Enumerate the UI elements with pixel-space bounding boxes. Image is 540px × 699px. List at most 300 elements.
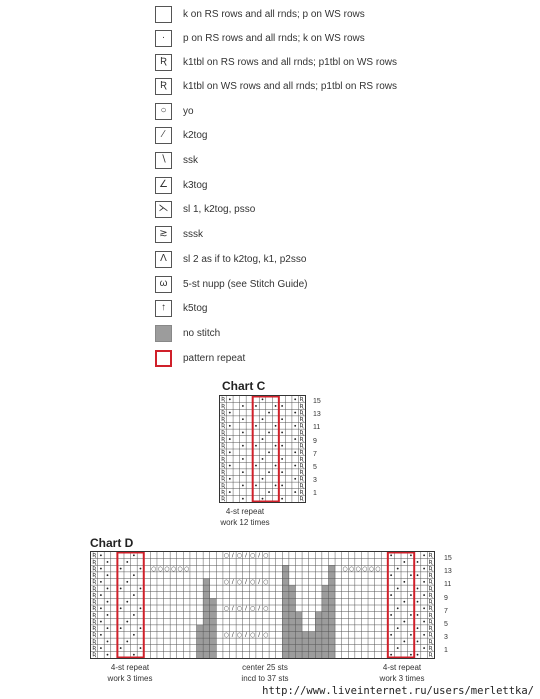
stitch-symbol: Ʀ [299, 402, 304, 410]
purl-dot [229, 451, 231, 453]
k3tog-icon: ∠ [155, 177, 172, 194]
purl-dot [403, 641, 405, 643]
purl-dot [268, 412, 270, 414]
stitch-symbol: ∕ [244, 631, 248, 639]
stitch-symbol: Ʀ [92, 605, 97, 613]
key-row-k3tog [155, 175, 207, 195]
purl-dot [229, 478, 231, 480]
stitch-symbol: Ʀ [221, 462, 226, 470]
purl-dot [417, 588, 419, 590]
purl-dot [403, 581, 405, 583]
purl-dot [242, 445, 244, 447]
no-stitch-cell [295, 612, 302, 658]
chart-d-caption-left-line2: work 3 times [107, 674, 153, 683]
k5tog-icon: ↑ [155, 300, 172, 317]
chart-d-caption-left [100, 662, 160, 684]
stitch-symbol: Ʀ [299, 462, 304, 470]
purl-dot [133, 594, 135, 596]
stitch-symbol: ○ [342, 565, 348, 573]
stitch-symbol: Ʀ [92, 598, 97, 606]
stitch-symbol: ○ [263, 552, 269, 560]
yo-icon: ○ [155, 103, 172, 120]
chart-d-caption-right [372, 662, 432, 684]
stitch-symbol: Ʀ [221, 435, 226, 443]
chart-d-symbols [91, 552, 434, 658]
stitch-symbol: Ʀ [428, 565, 433, 573]
key-label: k3tog [183, 179, 208, 191]
purl-dot [133, 554, 135, 556]
purl-dot [120, 647, 122, 649]
stitch-symbol: Ʀ [92, 651, 97, 658]
purl-dot [294, 478, 296, 480]
key-row-k2tog [155, 125, 207, 145]
watermark-url: http://www.liveinternet.ru/users/merlettka/ [262, 685, 534, 697]
row-number: 1 [444, 647, 448, 655]
row-number: 3 [444, 634, 448, 642]
purl-dot [417, 601, 419, 603]
purl-dot [262, 458, 264, 460]
chart-c-caption-line1: 4-st repeat [225, 507, 265, 516]
purl-dot [107, 588, 109, 590]
no-stitch-cell [315, 612, 322, 658]
stitch-symbol: ∕ [244, 605, 248, 613]
purl-dot [294, 451, 296, 453]
stitch-symbol: Ʀ [92, 644, 97, 652]
stitch-symbol: Ʀ [221, 469, 226, 476]
purl-dot [120, 607, 122, 609]
purl-dot [262, 438, 264, 440]
row-number: 7 [444, 607, 448, 615]
purl-dot [390, 634, 392, 636]
stitch-symbol: Ʀ [92, 631, 97, 639]
chart-c-row-numbers [313, 398, 333, 504]
purl-dot [100, 568, 102, 570]
purl-dot [397, 627, 399, 629]
row-number: 5 [444, 621, 448, 628]
stitch-symbol: Ʀ [299, 435, 304, 443]
key-label: p on RS rows and all rnds; k on WS rows [183, 32, 365, 44]
purl-dot [410, 634, 412, 636]
purl-dot [100, 621, 102, 623]
stitch-symbol: ∕ [231, 605, 234, 613]
stitch-symbol: Ʀ [92, 565, 97, 573]
stitch-symbol: ∕ [258, 552, 261, 560]
stitch-symbol: ○ [164, 565, 170, 573]
stitch-symbol: ∕ [244, 578, 248, 586]
purl-dot [294, 491, 296, 493]
purl-dot [423, 554, 425, 556]
stitch-symbol: Ʀ [299, 488, 304, 496]
stitch-symbol: ○ [236, 552, 243, 560]
no-stitch-cell [210, 598, 217, 658]
stitch-symbol: Ʀ [428, 611, 433, 619]
stitch-symbol: Ʀ [299, 455, 304, 463]
purl-dot [126, 641, 128, 643]
purl-dot [294, 398, 296, 400]
purl-dot [390, 554, 392, 556]
purl-dot [126, 561, 128, 563]
stitch-symbol: ○ [263, 578, 269, 586]
stitch-symbol: Ʀ [428, 591, 433, 599]
purl-dot [268, 451, 270, 453]
key-row-s2kp [155, 249, 306, 269]
stitch-symbol: ○ [177, 565, 183, 573]
key-row-sssk [155, 224, 203, 244]
stitch-symbol: Ʀ [92, 578, 97, 586]
purl-dot [242, 498, 244, 500]
stitch-symbol: Ʀ [428, 578, 433, 586]
stitch-symbol: Ʀ [299, 416, 304, 423]
key-label: sssk [183, 228, 203, 240]
stitch-symbol: ○ [151, 565, 157, 573]
key-label: k on RS rows and all rnds; p on WS rows [183, 8, 365, 20]
sk2p-icon: ⋋ [155, 201, 172, 218]
purl-dot [120, 568, 122, 570]
stitch-symbol: Ʀ [428, 585, 433, 593]
row-number: 3 [313, 477, 317, 485]
purl-dot [281, 432, 283, 434]
chart-c-title: Chart C [222, 379, 266, 393]
stitch-symbol: Ʀ [221, 455, 226, 463]
stitch-symbol: ○ [249, 631, 256, 639]
s2kp-icon: Λ [155, 251, 172, 268]
purl-dot [107, 601, 109, 603]
stitch-symbol: Ʀ [221, 442, 226, 450]
key-label: 5-st nupp (see Stitch Guide) [183, 278, 308, 290]
stitch-symbol: Ʀ [428, 625, 433, 632]
purl-dot [268, 491, 270, 493]
purl-dot [133, 654, 135, 656]
row-number: 11 [313, 424, 321, 432]
purl-dot [242, 432, 244, 434]
stitch-symbol: Ʀ [221, 495, 226, 502]
stitch-symbol: ∕ [258, 578, 261, 586]
purl-dot [423, 581, 425, 583]
stitch-symbol: ∕ [244, 552, 248, 560]
chart-d-caption-center [230, 662, 300, 684]
purl-dot [229, 465, 231, 467]
purl-dot [255, 425, 257, 427]
purl-dot [397, 588, 399, 590]
purl-dot [140, 568, 142, 570]
purl-dot [275, 465, 277, 467]
no-stitch-cell [289, 585, 296, 658]
key-label: no stitch [183, 327, 221, 339]
row-number: 11 [444, 581, 452, 589]
purl-dot [262, 398, 264, 400]
key-label: k1tbl on RS rows and all rnds; p1tbl on WS rows [183, 56, 397, 68]
blank-icon [155, 6, 172, 23]
chart-d-row-numbers [444, 555, 464, 661]
stitch-symbol: ○ [263, 631, 269, 639]
stitch-symbol: ∕ [231, 578, 234, 586]
no-stitch-cell [322, 585, 329, 658]
key-row-nupp [155, 274, 308, 294]
purl-dot [281, 458, 283, 460]
purl-dot [140, 588, 142, 590]
purl-dot [140, 647, 142, 649]
purl-dot [268, 432, 270, 434]
chart-d-title: Chart D [90, 536, 134, 550]
key-row-twisted [155, 52, 397, 72]
purl-dot [100, 647, 102, 649]
repeat-icon [155, 350, 172, 367]
purl-dot [410, 614, 412, 616]
key-label: yo [183, 105, 194, 117]
stitch-symbol: Ʀ [299, 449, 304, 457]
purl-dot [397, 647, 399, 649]
purl-dot [423, 647, 425, 649]
purl-dot [403, 561, 405, 563]
chart-c-symbols [220, 396, 305, 502]
stitch-symbol: Ʀ [428, 644, 433, 652]
stitch-symbol: Ʀ [428, 558, 433, 566]
key-row-repeat [155, 348, 245, 368]
k2tog-icon: ∕ [155, 127, 172, 144]
stitch-symbol: Ʀ [428, 631, 433, 639]
stitch-symbol: ○ [263, 605, 269, 613]
stitch-symbol: Ʀ [92, 591, 97, 599]
purl-dot [410, 594, 412, 596]
key-label: pattern repeat [183, 352, 246, 364]
stitch-symbol: Ʀ [299, 495, 304, 502]
purl-dot [294, 425, 296, 427]
purl-dot [140, 627, 142, 629]
purl-dot [268, 471, 270, 473]
purl-dot [255, 465, 257, 467]
stitch-symbol: ○ [223, 552, 229, 560]
purl-dot [140, 607, 142, 609]
stitch-symbol: Ʀ [221, 402, 226, 410]
purl-dot [107, 627, 109, 629]
purl-dot [281, 471, 283, 473]
key-label: ssk [183, 154, 198, 166]
purl-dot [275, 405, 277, 407]
purl-dot [403, 621, 405, 623]
ssk-icon: ∖ [155, 152, 172, 169]
stitch-symbol: ○ [368, 565, 374, 573]
stitch-symbol: Ʀ [92, 558, 97, 566]
purl-dot [262, 478, 264, 480]
purl-dot [281, 485, 283, 487]
stitch-symbol: Ʀ [221, 475, 226, 483]
twisted-ws-icon: Ʀ [155, 78, 172, 95]
purl-dot [242, 485, 244, 487]
key-row-k5tog [155, 298, 207, 318]
purl-dot [107, 641, 109, 643]
purl-dot [107, 561, 109, 563]
stitch-symbol: Ʀ [299, 429, 304, 437]
stitch-symbol: Ʀ [299, 396, 304, 404]
purl-dot [262, 498, 264, 500]
stitch-symbol: ∕ [231, 631, 234, 639]
stitch-symbol: Ʀ [221, 429, 226, 437]
stitch-symbol: Ʀ [299, 475, 304, 483]
purl-dot [397, 568, 399, 570]
purl-dot [281, 498, 283, 500]
chart-c-caption [205, 506, 285, 528]
purl-dot [423, 607, 425, 609]
purl-dot [410, 654, 412, 656]
stitch-symbol: ○ [249, 578, 256, 586]
stitch-symbol: ○ [223, 578, 229, 586]
stitch-symbol: ○ [375, 565, 381, 573]
stitch-symbol: Ʀ [428, 598, 433, 606]
row-number: 15 [313, 398, 321, 405]
stitch-symbol: Ʀ [92, 585, 97, 593]
stitch-symbol: Ʀ [299, 442, 304, 450]
purl-dot [417, 614, 419, 616]
stitch-symbol: Ʀ [92, 638, 97, 646]
purl-dot [100, 554, 102, 556]
stitch-symbol: Ʀ [299, 482, 304, 490]
key-row-blank [155, 4, 365, 24]
key-label: sl 2 as if to k2tog, k1, p2sso [183, 253, 307, 265]
stitch-symbol: Ʀ [221, 422, 226, 430]
purl-dot [390, 614, 392, 616]
purl-dot [126, 621, 128, 623]
purl-dot [242, 471, 244, 473]
stitch-symbol: Ʀ [299, 422, 304, 430]
purl-dot [100, 607, 102, 609]
stitch-symbol: ○ [236, 605, 243, 613]
chart-d-caption-right-line2: work 3 times [379, 674, 425, 683]
purl-dot [126, 581, 128, 583]
stitch-symbol: Ʀ [92, 572, 97, 579]
dot-icon: · [155, 30, 172, 47]
stitch-symbol: Ʀ [221, 396, 226, 404]
no-stitch-icon [155, 325, 172, 342]
stitch-symbol: ○ [223, 605, 229, 613]
key-label: k2tog [183, 129, 208, 141]
row-number: 7 [313, 450, 317, 458]
chart-d-caption-center-line2: incd to 37 sts [241, 674, 289, 683]
purl-dot [242, 458, 244, 460]
chart-d-caption-right-line1: 4-st repeat [382, 663, 422, 672]
purl-dot [423, 634, 425, 636]
stitch-symbol: ○ [249, 552, 256, 560]
stitch-symbol: ∕ [258, 605, 261, 613]
stitch-symbol: ○ [249, 605, 256, 613]
purl-dot [126, 601, 128, 603]
purl-dot [120, 627, 122, 629]
key-label: k5tog [183, 302, 208, 314]
stitch-symbol: Ʀ [428, 572, 433, 579]
purl-dot [281, 445, 283, 447]
chart-d-caption-center-line1: center 25 sts [242, 663, 288, 672]
purl-dot [107, 654, 109, 656]
stitch-symbol: Ʀ [92, 611, 97, 619]
purl-dot [242, 418, 244, 420]
purl-dot [417, 574, 419, 576]
purl-dot [107, 574, 109, 576]
purl-dot [133, 574, 135, 576]
purl-dot [410, 574, 412, 576]
stitch-symbol: Ʀ [428, 605, 433, 613]
row-number: 9 [313, 437, 317, 445]
key-row-sk2p [155, 199, 255, 219]
stitch-symbol: Ʀ [92, 552, 97, 560]
purl-dot [255, 445, 257, 447]
stitch-symbol: ○ [184, 565, 190, 573]
key-row-twisted-ws [155, 76, 397, 96]
no-stitch-cell [197, 625, 204, 658]
stitch-symbol: Ʀ [428, 618, 433, 626]
stitch-symbol: ○ [348, 565, 355, 573]
purl-dot [294, 412, 296, 414]
stitch-symbol: ○ [236, 578, 243, 586]
purl-dot [390, 654, 392, 656]
row-number: 9 [444, 594, 448, 602]
stitch-symbol: Ʀ [428, 552, 433, 560]
row-number: 5 [313, 464, 317, 471]
purl-dot [275, 425, 277, 427]
key-label: sl 1, k2tog, psso [183, 203, 256, 215]
stitch-symbol: ○ [157, 565, 163, 573]
purl-dot [423, 568, 425, 570]
stitch-symbol: Ʀ [92, 618, 97, 626]
purl-dot [262, 418, 264, 420]
purl-dot [229, 398, 231, 400]
chart-d-caption-left-line1: 4-st repeat [110, 663, 150, 672]
purl-dot [294, 465, 296, 467]
stitch-symbol: ∕ [231, 552, 234, 560]
purl-dot [390, 594, 392, 596]
stitch-symbol: Ʀ [299, 469, 304, 476]
purl-dot [403, 601, 405, 603]
purl-dot [423, 594, 425, 596]
purl-dot [242, 405, 244, 407]
purl-dot [281, 405, 283, 407]
stitch-symbol: ○ [236, 631, 243, 639]
purl-dot [275, 485, 277, 487]
purl-dot [281, 418, 283, 420]
stitch-symbol: Ʀ [428, 638, 433, 646]
stitch-symbol: Ʀ [221, 409, 226, 417]
purl-dot [390, 574, 392, 576]
purl-dot [397, 607, 399, 609]
purl-dot [100, 594, 102, 596]
purl-dot [423, 621, 425, 623]
stitch-symbol: Ʀ [221, 416, 226, 423]
key-row-no-stitch [155, 323, 220, 343]
key-row-dot [155, 28, 365, 48]
stitch-symbol: ∕ [258, 631, 261, 639]
purl-dot [100, 634, 102, 636]
stitch-symbol: ○ [170, 565, 177, 573]
row-number: 15 [444, 555, 452, 562]
purl-dot [410, 554, 412, 556]
purl-dot [100, 581, 102, 583]
stitch-symbol: Ʀ [221, 449, 226, 457]
purl-dot [229, 425, 231, 427]
purl-dot [229, 491, 231, 493]
key-label: k1tbl on WS rows and all rnds; p1tbl on RS rows [183, 80, 397, 92]
chart-c-grid [219, 395, 306, 503]
chart-d-grid [90, 551, 435, 659]
stitch-symbol: ○ [362, 565, 368, 573]
stitch-symbol: Ʀ [299, 409, 304, 417]
row-number: 13 [444, 568, 452, 576]
nupp-icon: ω [155, 276, 172, 293]
sssk-icon: ≳ [155, 226, 172, 243]
purl-dot [417, 654, 419, 656]
purl-dot [417, 561, 419, 563]
purl-dot [275, 445, 277, 447]
purl-dot [133, 614, 135, 616]
stitch-symbol: Ʀ [221, 488, 226, 496]
row-number: 1 [313, 490, 317, 498]
